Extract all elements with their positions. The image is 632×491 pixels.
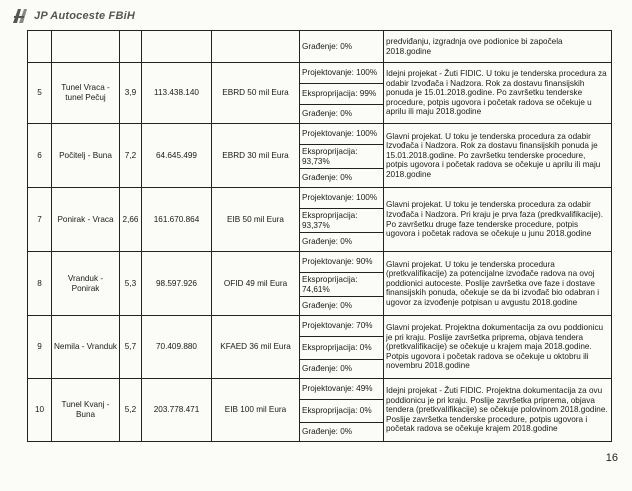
project-description: Idejni projekat - Žuti FIDIC. U toku je tenderska procedura za odabir Izvođača i Nadzora. Rok za dostavu finansijskih ponuda je 15.01.2018.godine. Po završetku tenderske procedure, potpis ugovora i početak radova se očekuje u aprilu ili maju 2018.godine	[384, 63, 612, 124]
table-row-continued	[28, 31, 612, 63]
funding-source: EIB 100 mil Eura	[212, 379, 300, 442]
section-cost: 70.409.880	[142, 316, 212, 379]
project-description: Idejni projekat - Žuti FIDIC. Projektna dokumentacija za ovu poddionicu je pri kraju. Poslije završetka priprema, objava tendera (pretkvalifikacije) se očekuje polovinom 2018.godine. Poslije završetka tenderske procedure, potpis ugovora i početak radova se očekuje krajem 2018.godine	[384, 379, 612, 442]
phase-expropriation: Eksproprijacija: 0%	[300, 337, 384, 360]
table-row	[28, 188, 612, 209]
section-length: 5,7	[120, 316, 142, 379]
project-description: predviđanju, izgradnja ove podionice bi započela 2018.godine	[384, 31, 612, 63]
section-length: 5,2	[120, 379, 142, 442]
cell-empty	[142, 31, 212, 63]
section-length: 3,9	[120, 63, 142, 124]
phase-design: Projektovanje: 100%	[300, 63, 384, 84]
cell-empty	[28, 31, 52, 63]
phase-design: Projektovanje: 90%	[300, 252, 384, 273]
phase-expropriation: Eksproprijacija: 93,37%	[300, 209, 384, 233]
phase-design: Projektovanje: 70%	[300, 316, 384, 337]
funding-source: EBRD 30 mil Eura	[212, 124, 300, 188]
phase-construction: Građenje: 0%	[300, 297, 384, 316]
document-header	[10, 4, 135, 28]
phase-construction: Građenje: 0%	[300, 169, 384, 188]
row-number: 5	[28, 63, 52, 124]
project-description: Glavni projekat. Projektna dokumentacija za ovu poddionicu je pri kraju. Poslije završetka priprema, objava tendera (pretkvalifikacije) se očekuje u krajem maja 2018.godine. Potpis ugovora i početak radova se očekuje u oktobru ili novembru 2018.godine	[384, 316, 612, 379]
page-number: 16	[605, 452, 618, 464]
project-status-table	[27, 30, 612, 442]
project-description: Glavni projekat. U toku je tenderska procedura (pretkvalifikacije) za potencijalne izvođače radova na ovoj poddionici autoceste. Poslije završetka ove faze i dostave finansijskih ponuda, očekuje se da bi izvođač bio odabran i ugovor za izvođenje potpisan u avgustu 2018.godine	[384, 252, 612, 316]
phase-construction: Građenje: 0%	[300, 233, 384, 252]
project-description: Glavni projekat. U toku je tenderska procedura za odabir Izvođača i Nadzora. Rok za dostavu finansijskih ponuda je 15.01.2018.godine. Po završetku tenderske procedure, potpis ugovora i početak radova se očekuje u aprilu ili maju 2018.godine	[384, 124, 612, 188]
cell-empty	[212, 31, 300, 63]
phase-construction: Građenje: 0%	[300, 423, 384, 442]
phase-expropriation: Eksproprijacija: 74,61%	[300, 273, 384, 297]
project-description: Glavni projekat. U toku je tenderska procedura za odabir Izvođača i Nadzora. Pri kraju je prva faza (predkvalifikacije). Po završetku druge faze tenderske procedure, potpis ugovora i početak radova se očekuje u junu 2018.godine	[384, 188, 612, 252]
phase-construction: Građenje: 0%	[300, 360, 384, 379]
section-length: 2,66	[120, 188, 142, 252]
row-number: 10	[28, 379, 52, 442]
funding-source: KFAED 36 mil Eura	[212, 316, 300, 379]
cell-empty	[52, 31, 120, 63]
section-cost: 64.645.499	[142, 124, 212, 188]
row-number: 6	[28, 124, 52, 188]
phase-expropriation: Eksproprijacija: 99%	[300, 84, 384, 105]
section-name: Tunel Vraca - tunel Pečuj	[52, 63, 120, 124]
table-row	[28, 379, 612, 400]
section-name: Ponirak - Vraca	[52, 188, 120, 252]
section-cost: 161.670.864	[142, 188, 212, 252]
row-number: 8	[28, 252, 52, 316]
row-number: 7	[28, 188, 52, 252]
jp-autoceste-logo-icon	[10, 6, 30, 26]
phase-design: Projektovanje: 100%	[300, 188, 384, 209]
phase-expropriation: Eksproprijacija: 93,73%	[300, 145, 384, 169]
section-cost: 98.597.926	[142, 252, 212, 316]
section-name: Vranduk - Ponirak	[52, 252, 120, 316]
table-row	[28, 63, 612, 84]
row-number: 9	[28, 316, 52, 379]
table-row	[28, 252, 612, 273]
phase-design: Projektovanje: 49%	[300, 379, 384, 400]
section-cost: 113.438.140	[142, 63, 212, 124]
table-row	[28, 316, 612, 337]
funding-source: EBRD 50 mil Eura	[212, 63, 300, 124]
funding-source: EIB 50 mil Eura	[212, 188, 300, 252]
section-name: Nemila - Vranduk	[52, 316, 120, 379]
table-row	[28, 124, 612, 145]
section-name: Počitelj - Buna	[52, 124, 120, 188]
section-length: 7,2	[120, 124, 142, 188]
phase-design: Projektovanje: 100%	[300, 124, 384, 145]
phase-expropriation: Eksproprijacija: 0%	[300, 400, 384, 423]
section-cost: 203.778.471	[142, 379, 212, 442]
phase-construction: Građenje: 0%	[300, 105, 384, 124]
section-length: 5,3	[120, 252, 142, 316]
brand-text: JP Autoceste FBiH	[34, 10, 135, 22]
phase-construction: Građenje: 0%	[300, 31, 384, 63]
section-name: Tunel Kvanj -Buna	[52, 379, 120, 442]
cell-empty	[120, 31, 142, 63]
funding-source: OFID 49 mil Eura	[212, 252, 300, 316]
